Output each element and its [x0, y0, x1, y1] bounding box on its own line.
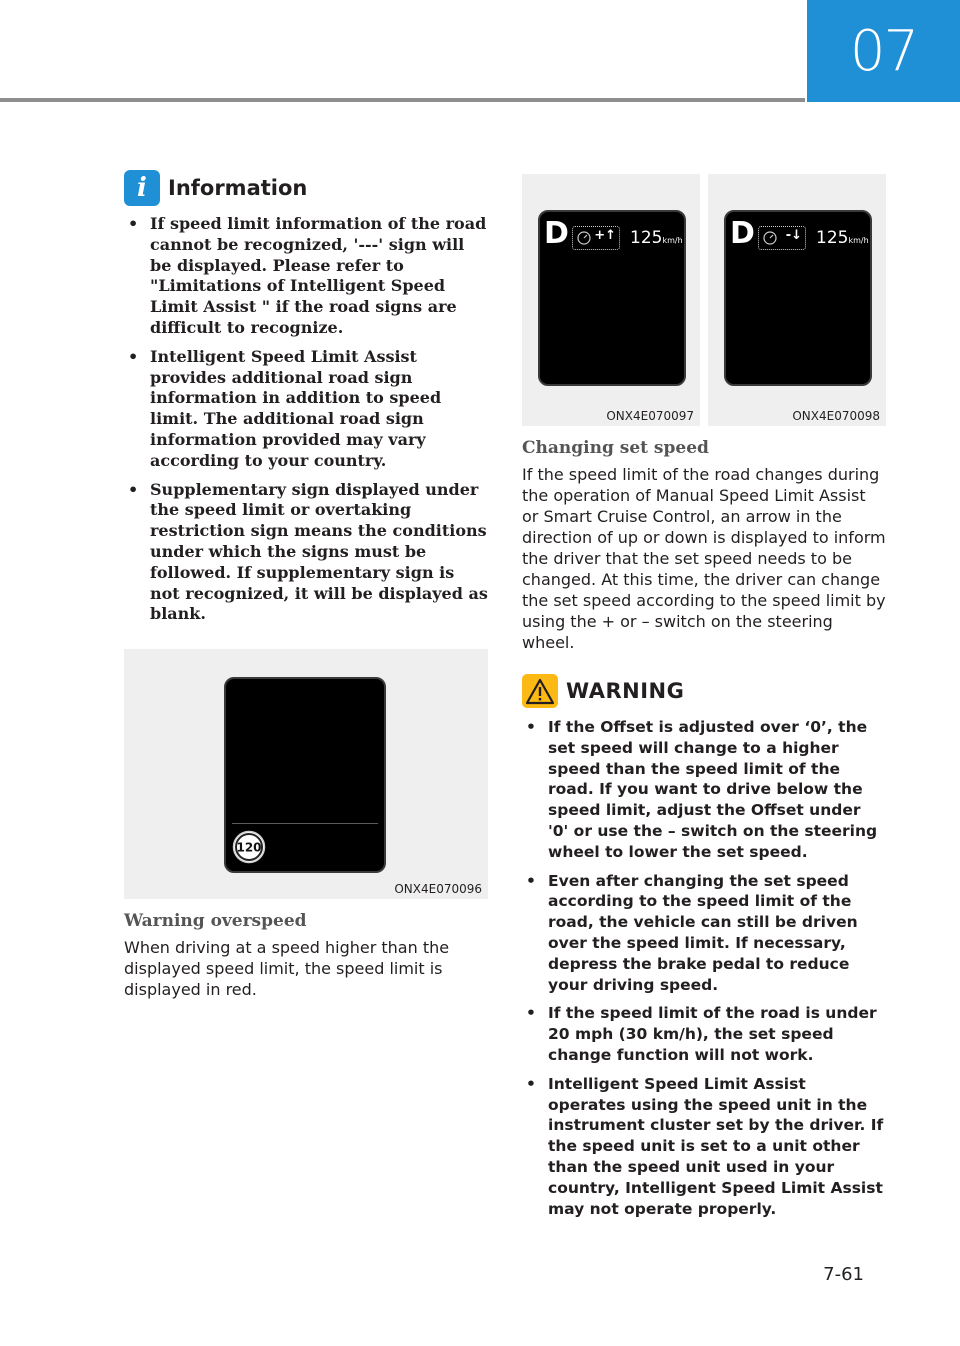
page-number: 7-61	[823, 1264, 864, 1285]
display-divider	[232, 823, 378, 824]
overspeed-figure	[124, 649, 488, 899]
right-column	[522, 174, 886, 1227]
overspeed-text: When driving at a speed higher than the displayed speed limit, the speed limit is displayed in red.	[124, 938, 450, 1000]
changing-title: Changing set speed	[522, 438, 709, 458]
warning-triangle-icon	[522, 674, 558, 708]
warning-item: • Even after changing the set speed according to the speed limit of the road, the vehicle can still be driven over the speed limit. If necessary, depress the brake pedal to reduce your driving speed.	[522, 871, 886, 996]
figure-caption: ONX4E070098	[792, 409, 880, 423]
information-header	[124, 168, 488, 208]
information-item: • Supplementary sign displayed under the speed limit or overtaking restriction sign means the conditions under which the signs must be followed. If supplementary sign is not recognized, it will be displayed as blank.	[124, 480, 488, 626]
warning-header	[522, 671, 886, 711]
left-column	[124, 168, 488, 1000]
warning-item: • Intelligent Speed Limit Assist operates using the speed unit in the instrument cluster set by the driver. If the speed unit is set to a unit other than the speed unit used in your country, Intelligent Speed Limit Assist may not operate properly.	[522, 1074, 886, 1220]
warning-item: • If the Offset is adjusted over ‘0’, the set speed will change to a higher speed than the speed limit of the road. If you want to drive below the speed limit, adjust the Offset under '0' or use the – switch on the steering wheel to lower the set speed.	[522, 717, 886, 863]
speedometer-icon	[763, 231, 777, 245]
warning-item: • If the speed limit of the road is under 20 mph (30 km/h), the set speed change function will not work.	[522, 1003, 886, 1065]
header-rule	[0, 98, 805, 102]
chapter-tab: 07	[807, 0, 960, 102]
gear-indicator: D	[730, 216, 755, 251]
information-item: • If speed limit information of the road cannot be recognized, '---' sign will be displayed. Please refer to "Limitations of Intelligent Speed Limit Assist " if the road signs are difficult to recognize.	[124, 214, 488, 339]
warning-title: WARNING	[566, 679, 685, 703]
speed-unit: km/h	[848, 236, 869, 245]
speed-unit: km/h	[662, 236, 683, 245]
information-list	[124, 214, 488, 625]
set-speed	[816, 228, 869, 248]
sign-value: 120	[236, 840, 262, 855]
information-item: • Intelligent Speed Limit Assist provides additional road sign information in addition to speed limit. The additional road sign information provided may vary according to your country.	[124, 347, 488, 472]
speed-value: 125	[630, 228, 663, 248]
speed-limit-box	[758, 226, 806, 250]
warning-list	[522, 717, 886, 1219]
cluster-figures	[522, 174, 886, 426]
changing-text: If the speed limit of the road changes during the operation of Manual Speed Limit Assist or Smart Cruise Control, an arrow in the direction of up or down is displayed to inform the driver that the set speed needs to be changed. At this time, the driver can change the set speed according to the speed limit by using the + or – switch on the steering wheel.	[522, 465, 886, 652]
set-speed	[630, 228, 683, 248]
cluster-display	[538, 210, 686, 386]
info-icon: i	[124, 170, 160, 206]
figure-caption: ONX4E070096	[394, 882, 482, 897]
speed-limit-box	[572, 226, 620, 250]
information-title: Information	[168, 176, 308, 200]
figure-caption: ONX4E070097	[606, 409, 694, 423]
speedometer-icon	[577, 231, 591, 245]
cluster-display	[724, 210, 872, 386]
offset-arrow: -↓	[785, 228, 802, 243]
set-speed-down-figure	[708, 174, 886, 426]
offset-arrow: +↑	[594, 228, 616, 243]
speed-limit-sign-icon	[232, 830, 266, 864]
speed-value: 125	[816, 228, 849, 248]
cluster-display	[224, 677, 386, 873]
set-speed-up-figure	[522, 174, 700, 426]
overspeed-title: Warning overspeed	[124, 911, 307, 932]
gear-indicator: D	[544, 216, 569, 251]
